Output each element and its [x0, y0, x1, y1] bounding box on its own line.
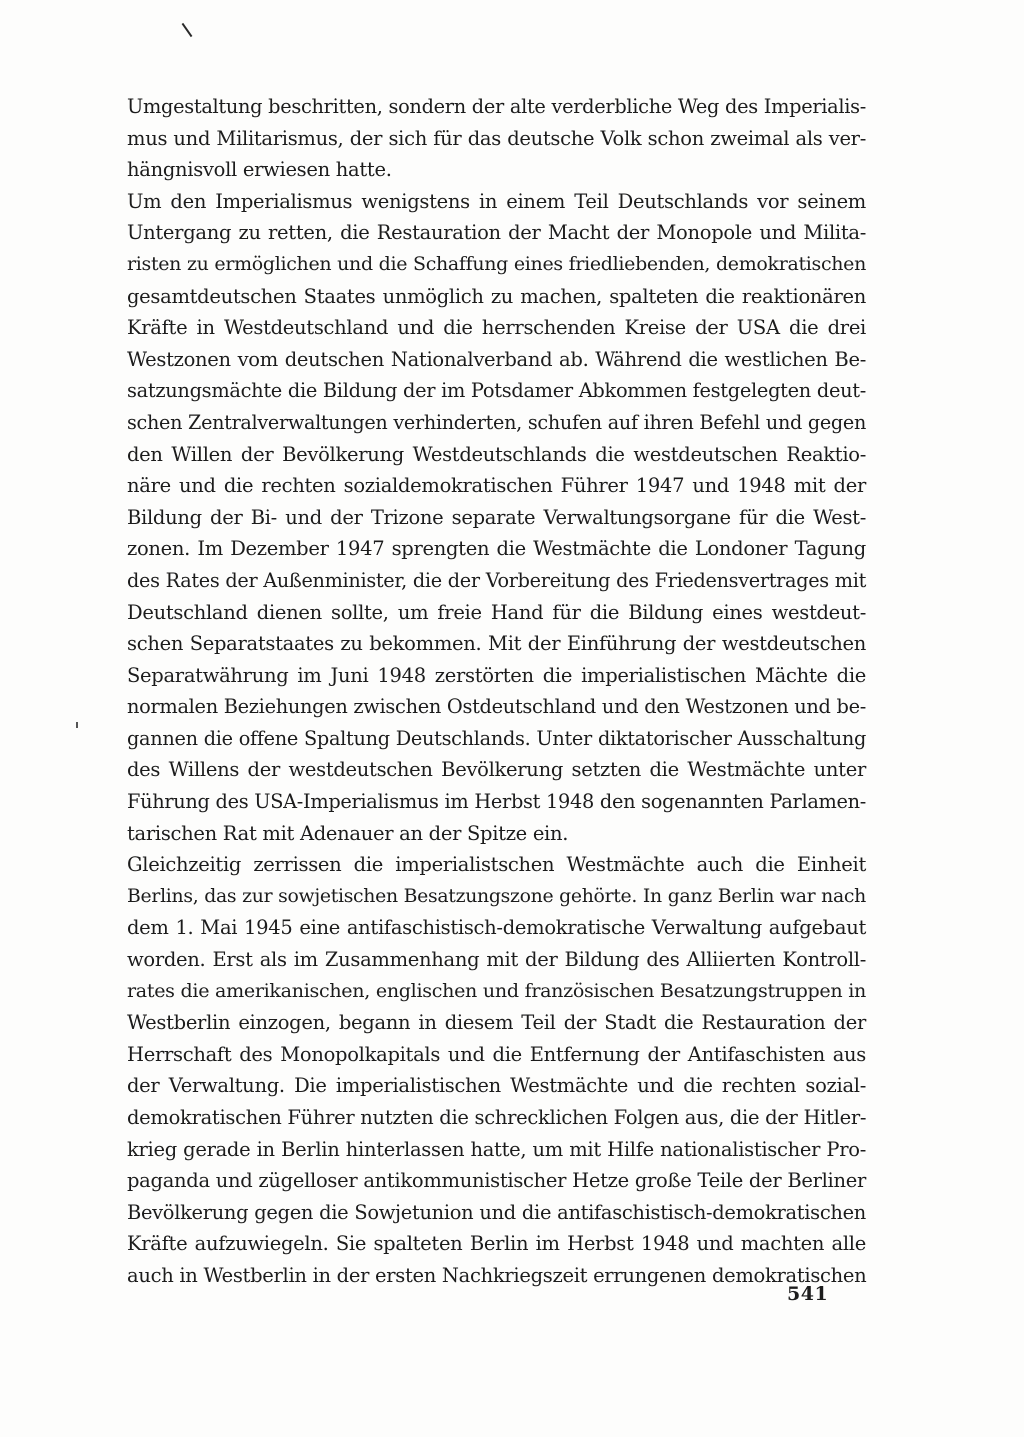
paragraph [127, 91, 866, 186]
text-line: zonen. Im Dezember 1947 sprengten die Westmächte die Londoner Tagung [127, 537, 866, 561]
body-text [127, 91, 866, 1292]
text-line: der Verwaltung. Die imperialistischen Westmächte und die rechten sozial- [127, 1074, 866, 1098]
text-line: dem 1. Mai 1945 eine antifaschistisch-demokratische Verwaltung aufgebaut [127, 916, 866, 940]
text-line: rates die amerikanischen, englischen und französischen Besatzungstruppen in [127, 979, 866, 1002]
scan-mark [182, 23, 193, 37]
text-line: gannen die offene Spaltung Deutschlands. Unter diktatorischer Ausschaltung [127, 726, 866, 750]
text-line: des Rates der Außenminister, die der Vorbereitung des Friedensvertrages mit [127, 568, 866, 592]
text-line: Westzonen vom deutschen Nationalverband ab. Während die westlichen Be- [127, 347, 866, 371]
text-line: auch in Westberlin in der ersten Nachkriegszeit errungenen demokratischen [127, 1263, 867, 1287]
text-line: mus und Militarismus, der sich für das deutsche Volk schon zweimal als ver- [127, 126, 866, 150]
text-line: Kräfte aufzuwiegeln. Sie spalteten Berlin im Herbst 1948 und machten alle [127, 1232, 866, 1256]
text-line: Separatwährung im Juni 1948 zerstörten die imperialistischen Mächte die [127, 663, 866, 687]
text-line: Westberlin einzogen, begann in diesem Teil der Stadt die Restauration der [127, 1011, 866, 1035]
text-line: Gleichzeitig zerrissen die imperialistschen Westmächte auch die Einheit [127, 853, 866, 877]
text-line: Berlins, das zur sowjetischen Besatzungszone gehörte. In ganz Berlin war nach [127, 885, 866, 907]
text-line: Deutschland dienen sollte, um freie Hand für die Bildung eines westdeut- [127, 600, 866, 624]
text-line: normalen Beziehungen zwischen Ostdeutschland und den Westzonen und be- [127, 695, 866, 719]
text-line: Führung des USA-Imperialismus im Herbst 1948 den sogenannten Parlamen- [127, 790, 866, 814]
scan-mark [76, 722, 78, 728]
text-line: satzungsmächte die Bildung der im Potsdamer Abkommen festgelegten deut- [127, 379, 866, 403]
text-line: krieg gerade in Berlin hinterlassen hatte, um mit Hilfe nationalistischer Pro- [127, 1137, 866, 1161]
text-line: paganda und zügelloser antikommunistischer Hetze große Teile der Berliner [127, 1169, 866, 1193]
text-line: tarischen Rat mit Adenauer an der Spitze ein. [127, 821, 569, 845]
text-line: Bevölkerung gegen die Sowjetunion und die antifaschistisch-demokratischen [127, 1200, 866, 1224]
text-line: risten zu ermöglichen und die Schaffung eines friedliebenden, demokratischen [127, 252, 866, 275]
paragraph [127, 186, 866, 849]
text-line: den Willen der Bevölkerung Westdeutschlands die westdeutschen Reaktio- [127, 442, 866, 466]
text-line: Um den Imperialismus wenigstens in einem Teil Deutschlands vor seinem [127, 189, 866, 213]
page-number: 541 [787, 1283, 829, 1305]
text-line: hängnisvoll erwiesen hatte. [127, 158, 392, 182]
text-line: schen Zentralverwaltungen verhinderten, schufen auf ihren Befehl und gegen [127, 410, 866, 434]
text-line: Herrschaft des Monopolkapitals und die Entfernung der Antifaschisten aus [127, 1042, 866, 1066]
text-line: gesamtdeutschen Staates unmöglich zu machen, spalteten die reaktionären [127, 284, 866, 308]
text-line: demokratischen Führer nutzten die schrecklichen Folgen aus, die der Hitler- [127, 1106, 867, 1129]
text-line: worden. Erst als im Zusammenhang mit der Bildung des Alliierten Kontroll- [127, 948, 866, 972]
paragraph [127, 849, 866, 1291]
text-line: Umgestaltung beschritten, sondern der alte verderbliche Weg des Imperialis- [127, 95, 866, 118]
text-line: näre und die rechten sozialdemokratischen Führer 1947 und 1948 mit der [127, 474, 866, 498]
text-line: des Willens der westdeutschen Bevölkerung setzten die Westmächte unter [127, 758, 866, 782]
text-line: Bildung der Bi- und der Trizone separate Verwaltungsorgane für die West- [127, 505, 866, 529]
text-line: schen Separatstaates zu bekommen. Mit der Einführung der westdeutschen [127, 632, 866, 656]
text-line: Untergang zu retten, die Restauration der Macht der Monopole und Milita- [127, 221, 866, 245]
text-line: Kräfte in Westdeutschland und die herrschenden Kreise der USA die drei [127, 316, 866, 340]
